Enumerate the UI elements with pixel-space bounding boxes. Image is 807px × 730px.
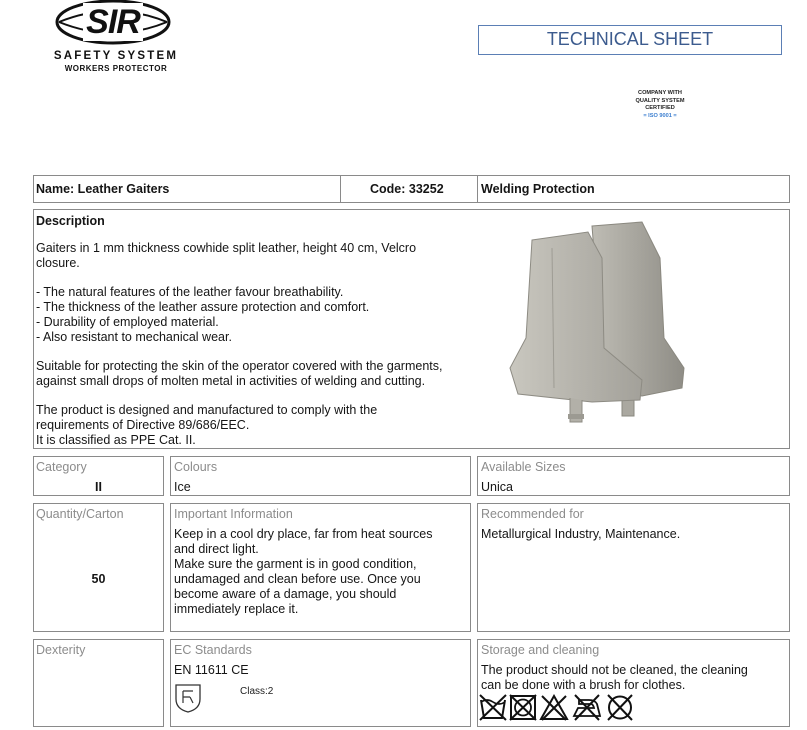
technical-sheet-title [478,25,782,55]
bullet-item: - Also resistant to mechanical wear. [36,330,232,344]
bullet-item: - The natural features of the leather favour breathability. [36,285,344,299]
description-paragraph-3 [36,403,476,448]
iso-certification-badge [610,90,710,120]
product-family: Welding Protection [481,182,595,196]
welding-protection-shield-icon [174,683,202,713]
quantity-value: 50 [91,572,106,586]
colours-label: Colours [174,460,218,474]
recommended-cell [477,503,790,632]
ec-standards-label: EC Standards [174,643,252,657]
product-code: Code: 33252 [370,182,444,196]
cert-line-1: COMPANY WITH [638,90,682,96]
ec-class: Class:2 [240,686,274,697]
info-line: become aware of a damage, you should [174,587,397,601]
no-dry-clean-icon [605,694,635,721]
company-logo [35,0,205,80]
sheet-title-text: TECHNICAL SHEET [546,29,714,49]
no-tumble-dry-icon [509,694,537,721]
important-info-text [174,527,464,617]
quantity-label: Quantity/Carton [36,507,124,521]
sizes-value: Unica [481,480,513,494]
info-line: Make sure the garment is in good condition, [174,557,417,571]
category-label: Category [36,460,87,474]
sizes-label: Available Sizes [481,460,566,474]
product-image-gaiters [492,218,692,430]
description-bullets [36,285,476,345]
compliance-line: requirements of Directive 89/686/EEC. [36,418,250,432]
cert-line-3: CERTIFIED [645,105,675,111]
cert-line-4: = ISO 9001 = [643,112,677,119]
cert-line-2: QUALITY SYSTEM [635,97,685,104]
info-line: undamaged and clean before use. Once you [174,572,421,586]
info-line: and direct light. [174,542,259,556]
no-iron-icon [571,694,603,721]
storage-label: Storage and cleaning [481,643,600,657]
divider [477,175,478,203]
dexterity-label: Dexterity [36,643,86,657]
storage-text [481,663,781,693]
no-bleach-icon [539,694,569,721]
divider [340,175,341,203]
recommended-value: Metallurgical Industry, Maintenance. [481,527,681,541]
important-info-label: Important Information [174,507,293,521]
logo-line1: SAFETY SYSTEM [53,50,179,62]
category-value: II [95,480,102,494]
no-wash-icon [479,694,507,721]
info-line: Keep in a cool dry place, far from heat sources [174,527,433,541]
compliance-line: The product is designed and manufactured to comply with the [36,403,378,417]
storage-line: can be done with a brush for clothes. [481,678,686,692]
recommended-label: Recommended for [481,507,584,521]
description-title: Description [36,214,105,228]
logo-line2: WORKERS PROTECTOR [64,64,168,73]
product-name: Name: Leather Gaiters [36,182,170,196]
description-paragraph-1: Gaiters in 1 mm thickness cowhide split leather, height 40 cm, Velcro closure. [36,241,417,270]
quantity-cell [33,503,164,632]
info-line: immediately replace it. [174,602,299,616]
care-symbols [479,694,639,722]
bullet-item: - Durability of employed material. [36,315,219,329]
compliance-line: It is classified as PPE Cat. II. [36,433,196,447]
description-paragraph-2: Suitable for protecting the skin of the operator covered with the garments, against small drops of molten metal in activities of welding and cutting. [36,359,443,388]
colours-value: Ice [174,480,191,494]
storage-line: The product should not be cleaned, the cleaning [481,663,748,677]
ec-standards-value: EN 11611 CE [174,663,249,677]
logo-brand: SIR [83,3,143,41]
bullet-item: - The thickness of the leather assure protection and comfort. [36,300,370,314]
